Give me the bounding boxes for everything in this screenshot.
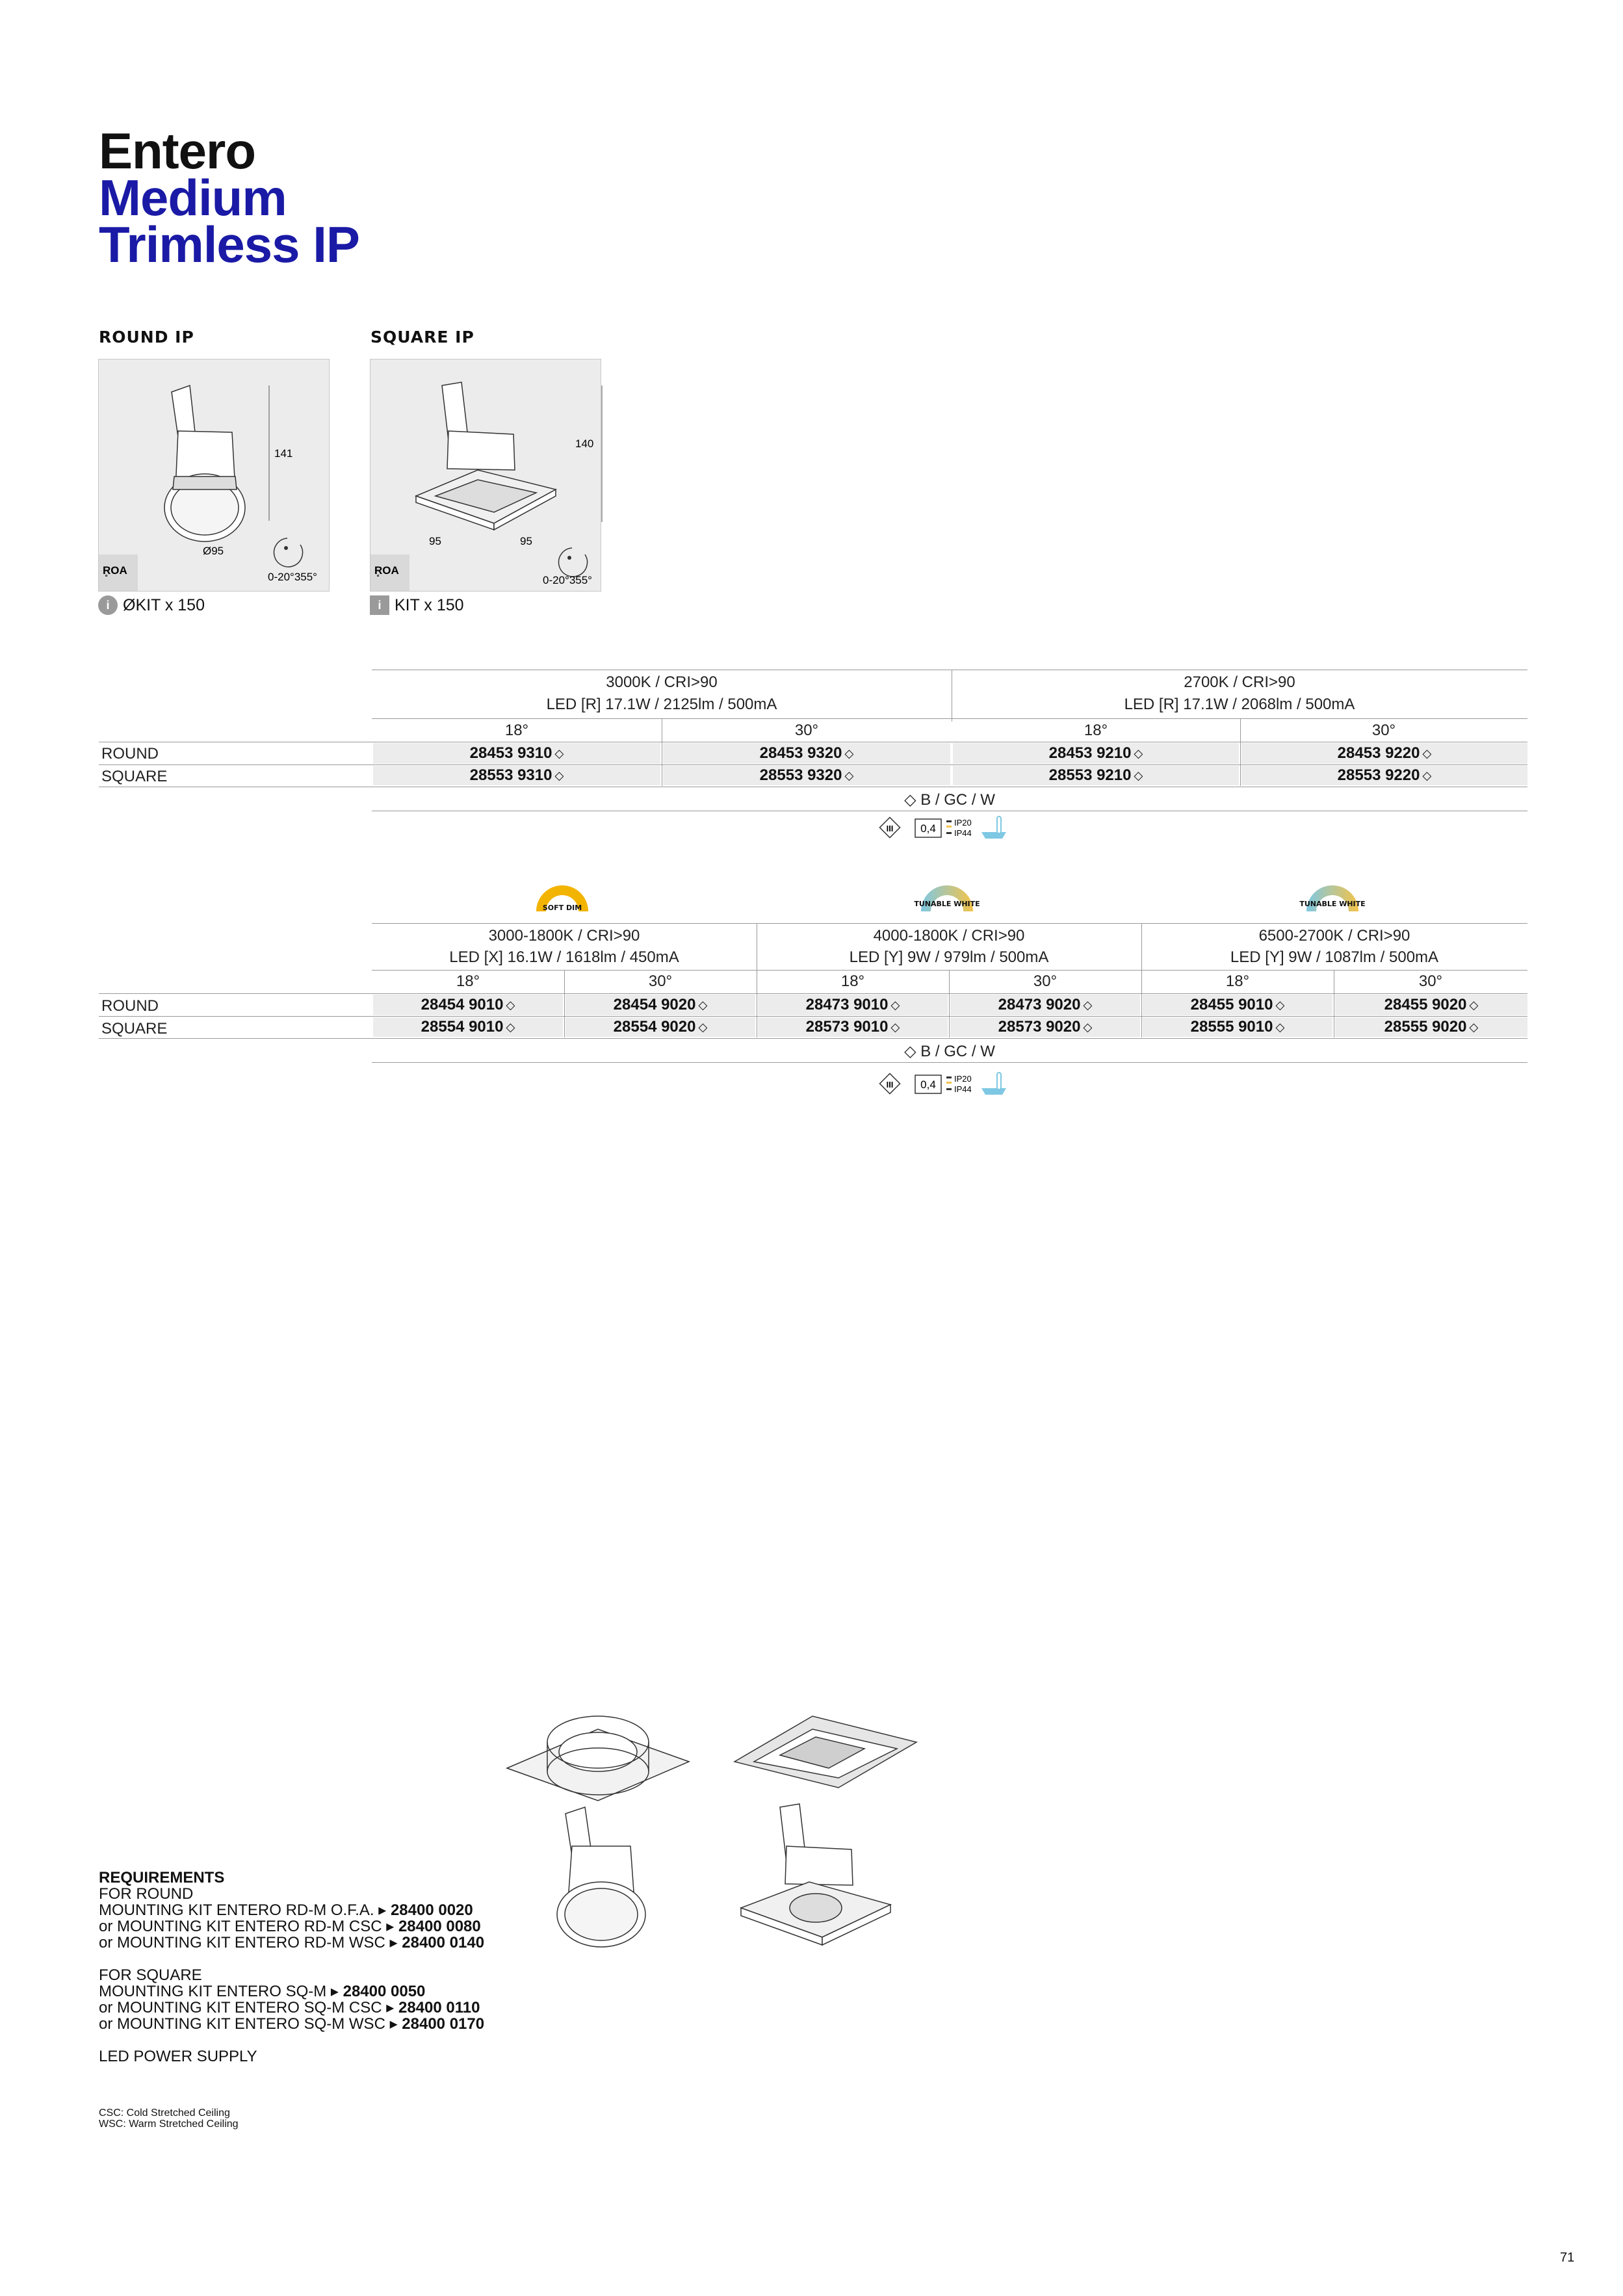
t2-cct-3: 6500-2700K / CRI>90 <box>1258 927 1410 945</box>
t2-code-r5: 28455 9010 ◇ <box>1143 995 1332 1015</box>
round-ip-heading: ROUND IP <box>99 328 194 346</box>
t2-angle-5: 18° <box>1225 972 1250 990</box>
round-kit-3: or MOUNTING KIT ENTERO RD-M WSC ▸ 28400 0140 <box>99 1934 485 1951</box>
square-kit-1: MOUNTING KIT ENTERO SQ-M ▸ 28400 0050 <box>99 1983 426 2000</box>
t2-angle-1: 18° <box>456 972 480 990</box>
t1-angle-4: 30° <box>1371 722 1396 739</box>
requirements-heading: REQUIREMENTS <box>99 1869 225 1886</box>
t2-ip-bottom: IP44 <box>954 1084 972 1094</box>
t2-code-r1: 28454 9010 ◇ <box>373 995 563 1015</box>
square-width1-label: 95 <box>429 535 441 547</box>
t1-code-s1: 28553 9310 ◇ <box>373 766 660 785</box>
t1-code-r4: 28453 9220 ◇ <box>1241 743 1527 764</box>
round-height-label: 141 <box>274 447 293 460</box>
kit-square-icon: i <box>370 595 389 615</box>
t1-code-r3: 28453 9210 ◇ <box>953 743 1239 764</box>
kit-round-icon: i <box>98 595 118 615</box>
t1-class-label: III <box>886 824 894 833</box>
t1-symbols <box>877 814 1020 842</box>
title-line-2: Medium <box>99 169 287 226</box>
square-kit <box>370 595 464 615</box>
t1-led-2: LED [R] 17.1W / 2068lm / 500mA <box>1124 696 1355 713</box>
t2-row-round-label: ROUND <box>101 997 159 1015</box>
t1-ip-top: IP20 <box>954 818 972 828</box>
title-line-1: Entero <box>99 122 256 179</box>
t2-code-s2: 28554 9020 ◇ <box>565 1017 755 1037</box>
t2-led-2: LED [Y] 9W / 979lm / 500mA <box>849 948 1049 966</box>
tunable-white-badge-1 <box>914 881 980 914</box>
t2-code-s1: 28554 9010 ◇ <box>373 1017 563 1037</box>
round-diameter-label: Ø95 <box>203 545 224 557</box>
square-height-label: 140 <box>575 437 594 450</box>
t2-angle-6: 30° <box>1418 972 1443 990</box>
t1-code-r1: 28453 9310 ◇ <box>373 743 660 764</box>
t1-finish: ◇ B / GC / W <box>904 790 995 809</box>
round-rotation-label: 0-20°355° <box>268 571 317 583</box>
t1-angle-2: 30° <box>794 722 819 739</box>
t2-led-1: LED [X] 16.1W / 1618lm / 450mA <box>449 948 679 966</box>
t2-symbols <box>877 1070 1020 1099</box>
t2-code-r4: 28473 9020 ◇ <box>950 995 1140 1015</box>
for-round-heading: FOR ROUND <box>99 1885 194 1903</box>
soft-dim-badge <box>533 881 591 914</box>
t2-code-s6: 28555 9020 ◇ <box>1335 1017 1527 1037</box>
for-square-heading: FOR SQUARE <box>99 1966 202 1984</box>
t2-ip-top: IP20 <box>954 1074 972 1084</box>
t1-cct-2: 2700K / CRI>90 <box>1184 673 1295 691</box>
t1-led-1: LED [R] 17.1W / 2125lm / 500mA <box>546 696 777 713</box>
t2-class-label: III <box>886 1080 894 1089</box>
square-ip-heading: SQUARE IP <box>370 328 474 346</box>
t1-cct-1: 3000K / CRI>90 <box>606 673 718 691</box>
square-brand-logo: R̥OA <box>374 564 399 577</box>
mounting-kit-drawings <box>500 1690 923 1963</box>
page-title <box>99 122 359 273</box>
t1-row-square-label: SQUARE <box>101 768 168 785</box>
t2-code-s5: 28555 9010 ◇ <box>1143 1017 1332 1037</box>
round-kit-2: or MOUNTING KIT ENTERO RD-M CSC ▸ 28400 0080 <box>99 1918 481 1935</box>
t2-cct-2: 4000-1800K / CRI>90 <box>873 927 1025 945</box>
square-rotation-label: 0-20°355° <box>543 574 592 586</box>
page-number: 71 <box>1560 2250 1575 2265</box>
square-product-image <box>370 359 601 592</box>
t1-value-label: 0,4 <box>920 822 936 835</box>
square-product-drawing <box>370 359 601 591</box>
t2-code-r2: 28454 9020 ◇ <box>565 995 755 1015</box>
t1-angle-3: 18° <box>1084 722 1108 739</box>
t2-code-r3: 28473 9010 ◇ <box>758 995 948 1015</box>
t1-code-r2: 28453 9320 ◇ <box>663 743 950 764</box>
t2-code-s3: 28573 9010 ◇ <box>758 1017 948 1037</box>
t2-code-r6: 28455 9020 ◇ <box>1335 995 1527 1015</box>
notes <box>99 2107 239 2130</box>
t2-angle-4: 30° <box>1033 972 1058 990</box>
t2-angle-2: 30° <box>648 972 673 990</box>
note-wsc: WSC: Warm Stretched Ceiling <box>99 2119 239 2130</box>
t1-code-s3: 28553 9210 ◇ <box>953 766 1239 785</box>
square-kit-2: or MOUNTING KIT ENTERO SQ-M CSC ▸ 28400 0110 <box>99 1999 480 2016</box>
t2-cct-1: 3000-1800K / CRI>90 <box>488 927 640 945</box>
soft-dim-text: SOFT DIM <box>542 904 582 912</box>
round-kit-1: MOUNTING KIT ENTERO RD-M O.F.A. ▸ 28400 0020 <box>99 1901 473 1919</box>
t2-row-square-label: SQUARE <box>101 1020 168 1037</box>
t1-row-round-label: ROUND <box>101 745 159 763</box>
round-product-drawing <box>99 359 329 591</box>
t2-angle-3: 18° <box>840 972 865 990</box>
t1-code-s2: 28553 9320 ◇ <box>663 766 950 785</box>
t2-value-label: 0,4 <box>920 1078 936 1091</box>
square-width2-label: 95 <box>520 535 532 547</box>
round-kit <box>98 595 205 615</box>
square-kit-label: KIT x 150 <box>395 595 464 614</box>
round-brand-logo: R̥OA <box>103 564 127 577</box>
t2-finish: ◇ B / GC / W <box>904 1042 995 1060</box>
t1-ip-bottom: IP44 <box>954 828 972 838</box>
t2-led-3: LED [Y] 9W / 1087lm / 500mA <box>1230 948 1439 966</box>
t2-code-s4: 28573 9020 ◇ <box>950 1017 1140 1037</box>
note-csc: CSC: Cold Stretched Ceiling <box>99 2107 230 2119</box>
square-kit-3: or MOUNTING KIT ENTERO SQ-M WSC ▸ 28400 0170 <box>99 2015 485 2033</box>
round-kit-label: ØKIT x 150 <box>123 595 205 614</box>
round-product-image <box>98 359 330 592</box>
tunable-white-text-1: TUNABLE WHITE <box>914 900 980 908</box>
tunable-white-badge-2 <box>1299 881 1366 914</box>
tunable-white-text-2: TUNABLE WHITE <box>1299 900 1366 908</box>
t1-angle-1: 18° <box>504 722 529 739</box>
requirements-block <box>99 1870 484 2065</box>
t1-code-s4: 28553 9220 ◇ <box>1241 766 1527 785</box>
title-line-3: Trimless IP <box>99 216 359 273</box>
led-power-supply: LED POWER SUPPLY <box>99 2048 257 2065</box>
